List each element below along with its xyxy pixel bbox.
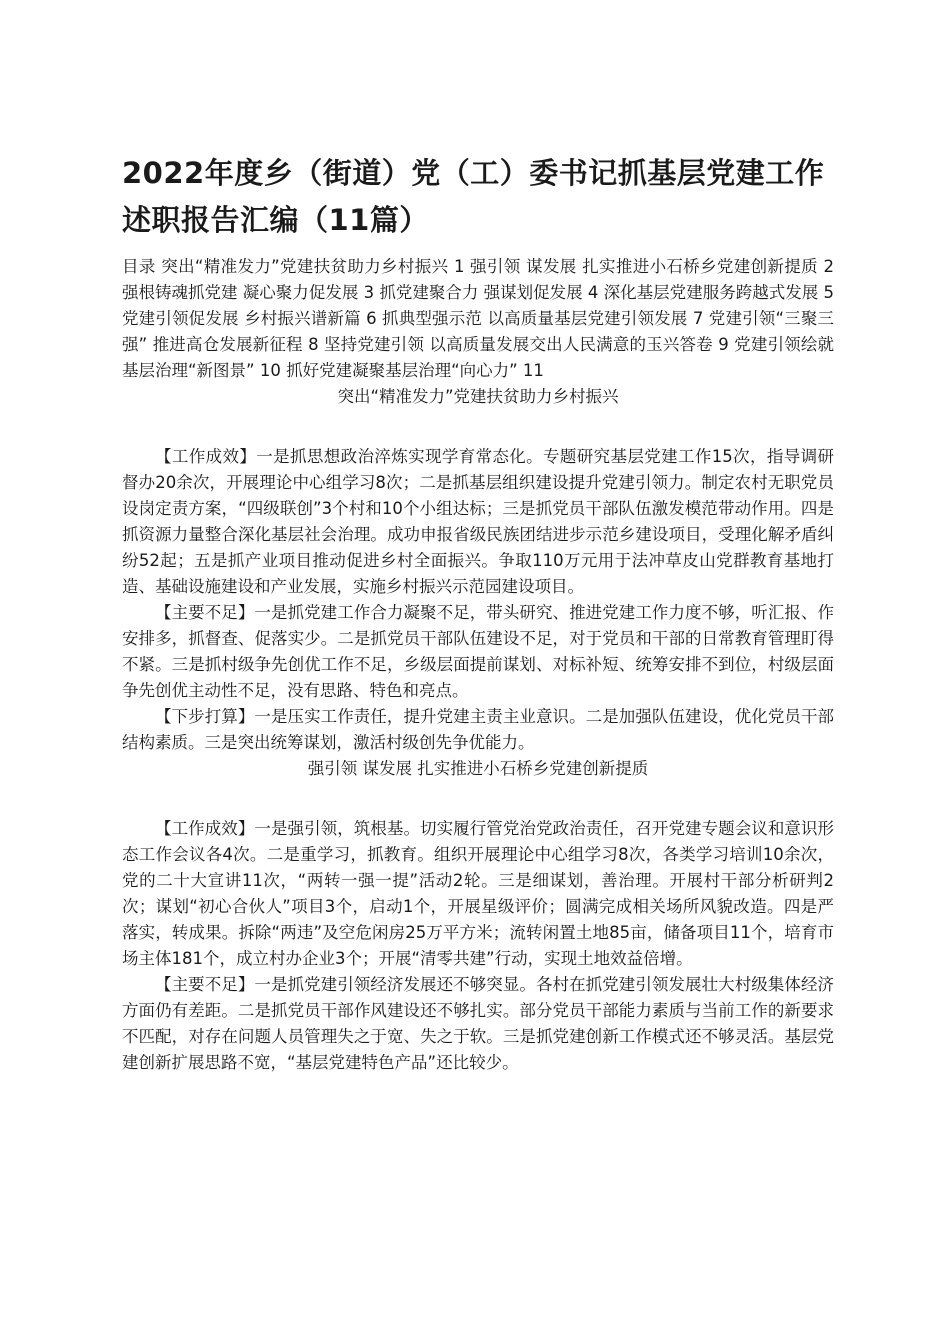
paragraph-next-steps: 【下步打算】一是压实工作责任，提升党建主责主业意识。二是加强队伍建设，优化党员干部结构素质。三是突出统筹谋划，激活村级创先争优能力。	[122, 707, 834, 752]
title-line-2: 述职报告汇编（11篇）	[122, 203, 429, 237]
section-2	[122, 756, 834, 1076]
table-of-contents: 目录 突出“精准发力”党建扶贫助力乡村振兴 1 强引领 谋发展 扎实推进小石桥乡党建创新提质 2 强根铸魂抓党建 凝心聚力促发展 3 抓党建聚合力 强谋划促发展 4 深化基层党建服务跨越式发展 5 党建引领促发展 乡村振兴谱新篇 6 抓典型强示范 以高质量基层党建引领发展 7 党建引领“三聚三强” 推进高仓发展新征程 8 坚持党建引领 以高质量发展交出人民满意的玉兴答卷 9 党建引领绘就基层治理“新图景” 10 抓好党建凝聚基层治理“向心力” 11	[122, 257, 834, 380]
section-1	[122, 384, 834, 756]
title-line-1: 2022年度乡（街道）党（工）委书记抓基层党建工作	[122, 156, 825, 190]
paragraph-achievements: 【工作成效】一是强引领，筑根基。切实履行管党治党政治责任，召开党建专题会议和意识形态工作会议各4次。二是重学习，抓教育。组织开展理论中心组学习8次，各类学习培训10余次，党的二十大宣讲11次，“两转一强一提”活动2轮。三是细谋划，善治理。开展村干部分析研判2次；谋划“初心合伙人”项目3个，启动1个，开展星级评价；圆满完成相关场所风貌改造。四是严落实，转成果。拆除“两违”及空危闲房25万平方米；流转闲置土地85亩，储备项目11个，培育市场主体181个，成立村办企业3个；开展“清零共建”行动，实现土地效益倍增。	[122, 819, 834, 968]
document-page	[122, 150, 834, 1076]
section-heading: 强引领 谋发展 扎实推进小石桥乡党建创新提质	[307, 759, 649, 778]
paragraph-shortcomings: 【主要不足】一是抓党建引领经济发展还不够突显。各村在抓党建引领发展壮大村级集体经济方面仍有差距。二是抓党员干部作风建设还不够扎实。部分党员干部能力素质与当前工作的新要求不匹配，对存在问题人员管理失之于宽、失之于软。三是抓党建创新工作模式还不够灵活。基层党建创新扩展思路不宽，“基层党建特色产品”还比较少。	[122, 975, 834, 1072]
paragraph-achievements: 【工作成效】一是抓思想政治淬炼实现学育常态化。专题研究基层党建工作15次，指导调研督办20余次，开展理论中心组学习8次；二是抓基层组织建设提升党建引领力。制定农村无职党员设岗定责方案，“四级联创”3个村和10个小组达标；三是抓党员干部队伍激发模范带动作用。四是抓资源力量整合深化基层社会治理。成功申报省级民族团结进步示范乡建设项目，受理化解矛盾纠纷52起；五是抓产业项目推动促进乡村全面振兴。争取110万元用于法冲草皮山党群教育基地打造、基础设施建设和产业发展，实施乡村振兴示范园建设项目。	[122, 447, 834, 596]
section-heading: 突出“精准发力”党建扶贫助力乡村振兴	[337, 387, 619, 406]
paragraph-shortcomings: 【主要不足】一是抓党建工作合力凝聚不足，带头研究、推进党建工作力度不够，听汇报、作安排多，抓督查、促落实少。二是抓党员干部队伍建设不足，对于党员和干部的日常教育管理盯得不紧。三是抓村级争先创优工作不足，乡级层面提前谋划、对标补短、统筹安排不到位，村级层面争先创优主动性不足，没有思路、特色和亮点。	[122, 603, 834, 700]
document-title	[122, 150, 834, 244]
